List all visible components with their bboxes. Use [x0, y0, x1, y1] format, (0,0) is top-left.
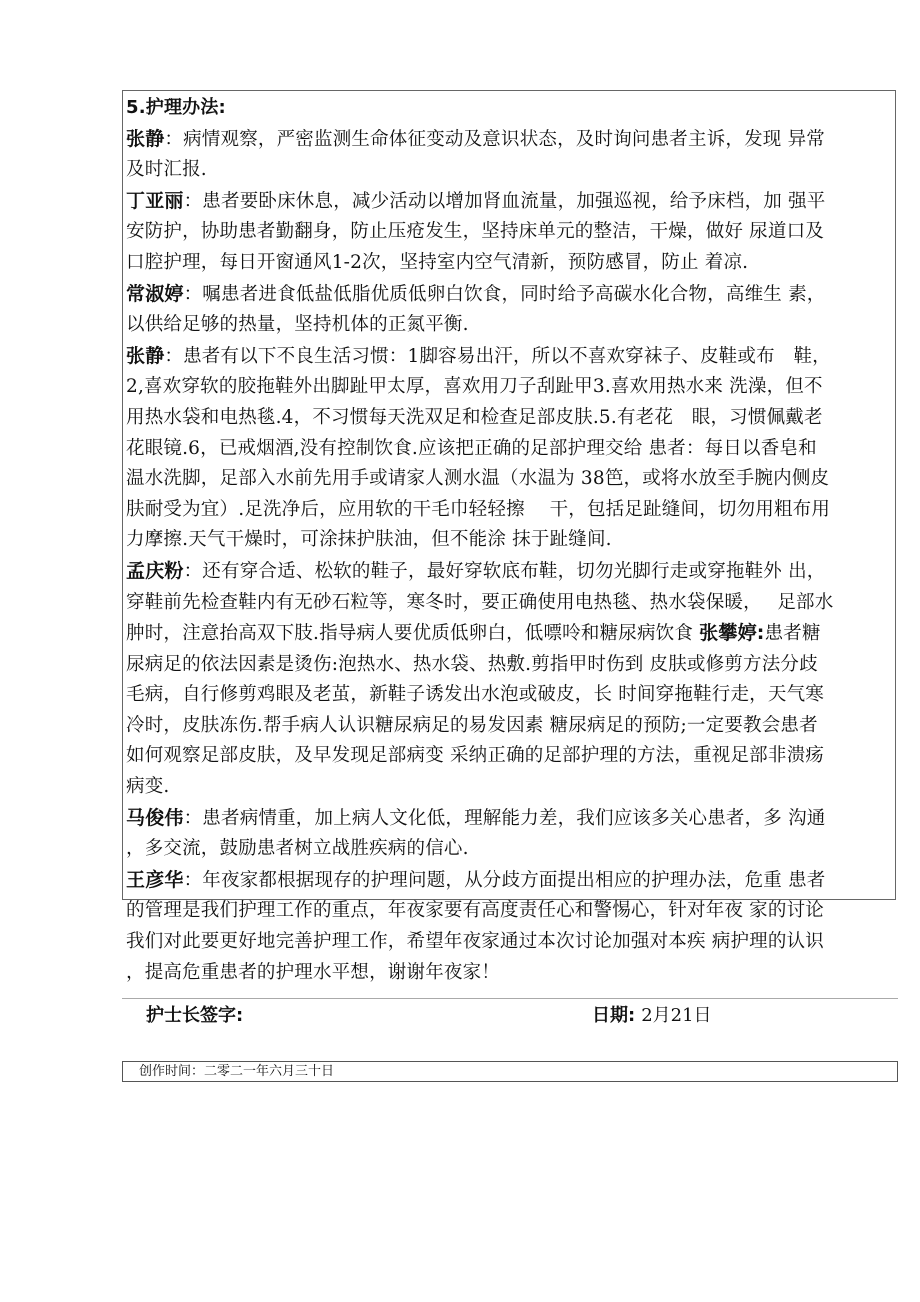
body-line: [126, 525, 892, 556]
head-nurse-signature-label: 护士长签字:: [146, 1005, 244, 1026]
body-text: 穿鞋前先检查鞋内有无砂石粒等，寒冬时，要正确使用电热毯、热水袋保暖， 足部水: [126, 591, 834, 613]
body-text: 及时汇报.: [126, 159, 207, 181]
body-line: [126, 588, 892, 619]
body-text: 温水洗脚，足部入水前先用手或请家人测水温（水温为 38笆，或将水放至手腕内侧皮: [126, 468, 830, 490]
body-text: ：患者有以下不良生活习惯：1脚容易出汗，所以不喜欢穿袜子、皮鞋或布 鞋，: [164, 345, 831, 367]
body-text: 以供给足够的热量，坚持机体的正氮平衡.: [126, 314, 469, 336]
nursing-measures-section: [122, 90, 896, 983]
body-line: [126, 186, 892, 218]
body-line: [126, 248, 892, 279]
body-text: ：患者要卧床休息，减少活动以增加肾血流量，加强巡视，给予床档，加 强平: [183, 190, 826, 212]
body-line: [126, 741, 892, 772]
body-text: 力摩擦.天气干燥时，可涂抹护肤油，但不能涂 抹于趾缝间.: [126, 529, 612, 551]
date-label: 日期:: [592, 1005, 636, 1026]
body-line: [126, 341, 892, 373]
body-line: [126, 772, 892, 803]
body-line: [126, 279, 892, 311]
speaker-name: 张静: [126, 344, 165, 367]
body-line: [126, 495, 892, 526]
speaker-name: 孟庆粉: [126, 559, 184, 582]
body-line: [126, 155, 892, 186]
speaker-name: 王彦华: [126, 868, 184, 891]
body-line: [126, 217, 892, 248]
body-text: ：嘱患者进食低盐低脂优质低卵白饮食，同时给予高碳水化合物，高维生 素，: [183, 283, 826, 305]
speaker-name: 张静: [126, 127, 165, 150]
body-text: 用热水袋和电热毯.4，不习惯每天洗双足和检查足部皮肤.5.有老花 眼，习惯佩戴老: [126, 406, 823, 428]
body-line: [126, 927, 892, 958]
body-line: [126, 711, 892, 742]
body-text: 2,喜欢穿软的胶拖鞋外出脚趾甲太厚，喜欢用刀子刮趾甲3.喜欢用热水来 洗澡，但不: [126, 376, 823, 398]
body-line: [126, 803, 892, 835]
body-line: [126, 834, 892, 865]
body-line: [126, 896, 892, 927]
body-text: 肤耐受为宜）.足洗净后，应用软的干毛巾轻轻擦 干，包括足趾缝间，切勿用粗布用: [126, 498, 831, 520]
body-text: ：病情观察，严密监测生命体征变动及意识状态，及时询问患者主诉，发现 异常: [164, 128, 825, 150]
body-line: [126, 434, 892, 465]
body-line: [126, 310, 892, 341]
date-value: 2月21日: [641, 1005, 712, 1026]
creation-time-footer: 创作时间：二零二一年六月三十日: [122, 1061, 898, 1082]
body-line: [126, 403, 892, 434]
body-text: ：患者病情重，加上病人文化低，理解能力差，我们应该多关心患者，多 沟通: [183, 807, 826, 829]
body-text: ：还有穿合适、松软的鞋子，最好穿软底布鞋，切勿光脚行走或穿拖鞋外 出，: [183, 560, 826, 582]
body-text: ，多交流，鼓励患者树立战胜疾病的信心.: [126, 838, 469, 860]
body-text: 花眼镜.6，已戒烟酒,没有控制饮食.应该把正确的足部护理交给 患者：每日以香皂和: [126, 437, 817, 459]
body-text: ：年夜家都根据现存的护理问题，从分歧方面提出相应的护理办法，危重 患者: [183, 869, 826, 891]
body-text: 病变.: [126, 776, 170, 798]
body-text: 患者糖: [764, 623, 821, 645]
body-line: [126, 556, 892, 588]
body-line: [126, 865, 892, 897]
body-text: ，提高危重患者的护理水平想，谢谢年夜家！: [126, 961, 501, 983]
signature-row: [122, 998, 898, 1044]
speaker-name: 张攀婷:: [699, 622, 765, 645]
body-text: 我们对此要更好地完善护理工作，希望年夜家通过本次讨论加强对本疾 病护理的认识: [126, 931, 824, 953]
body-text: 肿时，注意抬高双下肢.指导病人要优质低卵白，低嘌呤和糖尿病饮食: [126, 623, 700, 645]
body-line: [126, 618, 892, 650]
body-text: 毛病，自行修剪鸡眼及老茧，新鞋子诱发出水泡或破皮，长 时间穿拖鞋行走，天气寒: [126, 684, 824, 706]
section-heading: 5.护理办法:: [126, 97, 226, 118]
body-line: [126, 464, 892, 495]
speaker-name: 马俊伟: [126, 806, 184, 829]
body-text: 尿病足的依法因素是烫伤:泡热水、热水袋、热敷.剪指甲时伤到 皮肤或修剪方法分歧: [126, 653, 818, 675]
date-field: [592, 1001, 712, 1027]
body-line: [126, 372, 892, 403]
body-text: 如何观察足部皮肤，及早发现足部病变 采纳正确的足部护理的方法，重视足部非溃疡: [126, 745, 824, 767]
speaker-name: 丁亚丽: [126, 189, 184, 212]
body-line: [126, 958, 892, 989]
body-text: 的管理是我们护理工作的重点，年夜家要有高度责任心和警惕心，针对年夜 家的讨论: [126, 900, 824, 922]
body-line: [126, 680, 892, 711]
section-body: [126, 124, 892, 989]
body-line: [126, 124, 892, 156]
speaker-name: 常淑婷: [126, 282, 184, 305]
body-line: [126, 650, 892, 681]
body-text: 安防护，协助患者勤翻身，防止压疮发生，坚持床单元的整洁，干燥，做好 尿道口及: [126, 221, 824, 243]
body-text: 冷时，皮肤冻伤.帮手病人认识糖尿病足的易发因素 糖尿病足的预防;一定要教会患者: [126, 714, 818, 736]
body-text: 口腔护理，每日开窗通风1-2次，坚持室内空气清新，预防感冒，防止 着凉.: [126, 251, 749, 273]
